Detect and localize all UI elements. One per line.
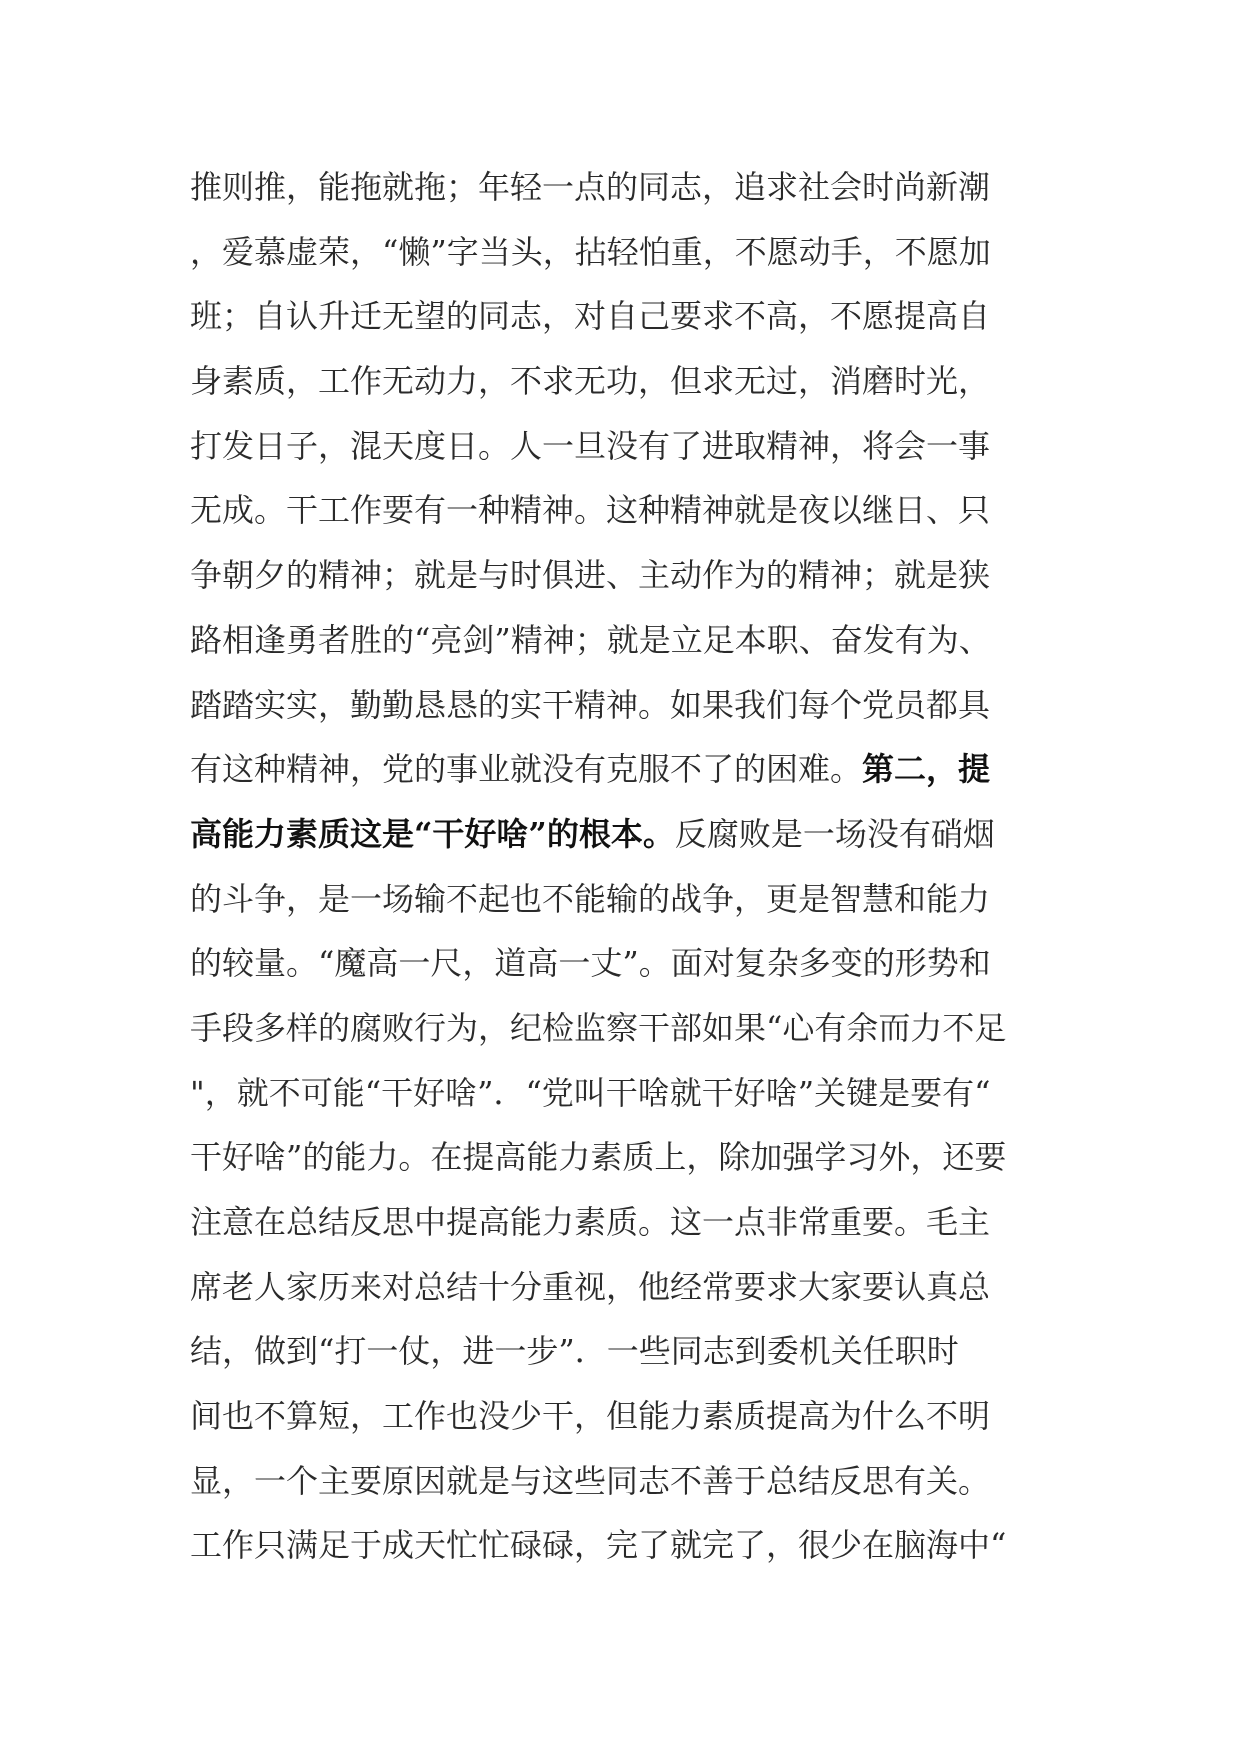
text-line: 显，一个主要原因就是与这些同志不善于总结反思有关。 [190,1461,991,1500]
text-line: 的较量。“魔高一尺，道高一丈”。面对复杂多变的形势和 [190,944,991,983]
text-line: 班；自认升迁无望的同志，对自己要求不高，不愿提高自 [190,297,991,336]
text-line: ，爱慕虚荣，“懒”字当头，拈轻怕重，不愿动手，不愿加 [190,232,991,271]
text-line: 无成。干工作要有一种精神。这种精神就是夜以继日、只 [190,491,991,530]
text-line: 干好啥”的能力。在提高能力素质上，除加强学习外，还要 [190,1138,1007,1177]
text-line: 打发日子，混天度日。人一旦没有了进取精神，将会一事 [190,426,991,465]
text-line: 路相逢勇者胜的“亮剑”精神；就是立足本职、奋发有为、 [190,620,991,659]
text-line: 身素质，工作无动力，不求无功，但求无过，消磨时光， [190,362,991,401]
text-line: 踏踏实实，勤勤恳恳的实干精神。如果我们每个党员都具 [190,685,991,724]
text-line: 争朝夕的精神；就是与时俱进、主动作为的精神；就是狭 [190,556,991,595]
text-line: 有这种精神，党的事业就没有克服不了的困难。第二，提 [190,750,991,789]
section-heading-start: 第二，提 [862,750,991,789]
body-text [190,155,1070,1578]
text-line: 结，做到“打一仗，进一步”．一些同志到委机关任职时 [190,1332,959,1371]
text-line: 注意在总结反思中提高能力素质。这一点非常重要。毛主 [190,1203,991,1241]
text-line: 席老人家历来对总结十分重视，他经常要求大家要认真总 [190,1267,991,1306]
text-line: 推则推，能拖就拖；年轻一点的同志，追求社会时尚新潮 [190,168,991,206]
text-line: 手段多样的腐败行为，纪检监察干部如果“心有余而力不足 [190,1008,1007,1047]
text-line: 间也不算短，工作也没少干，但能力素质提高为什么不明 [190,1397,991,1436]
text-line: 的斗争，是一场输不起也不能输的战争，更是智慧和能力 [190,879,991,918]
text-line: 工作只满足于成天忙忙碌碌，完了就完了，很少在脑海中“ [190,1526,1007,1565]
section-heading-end: 高能力素质这是“干好啥”的根本。 [190,814,675,853]
text-line: "，就不可能“干好啥”．“党叫干啥就干好啥”关键是要有“ [190,1073,991,1112]
text-line: 高能力素质这是“干好啥”的根本。反腐败是一场没有硝烟 [190,814,995,853]
